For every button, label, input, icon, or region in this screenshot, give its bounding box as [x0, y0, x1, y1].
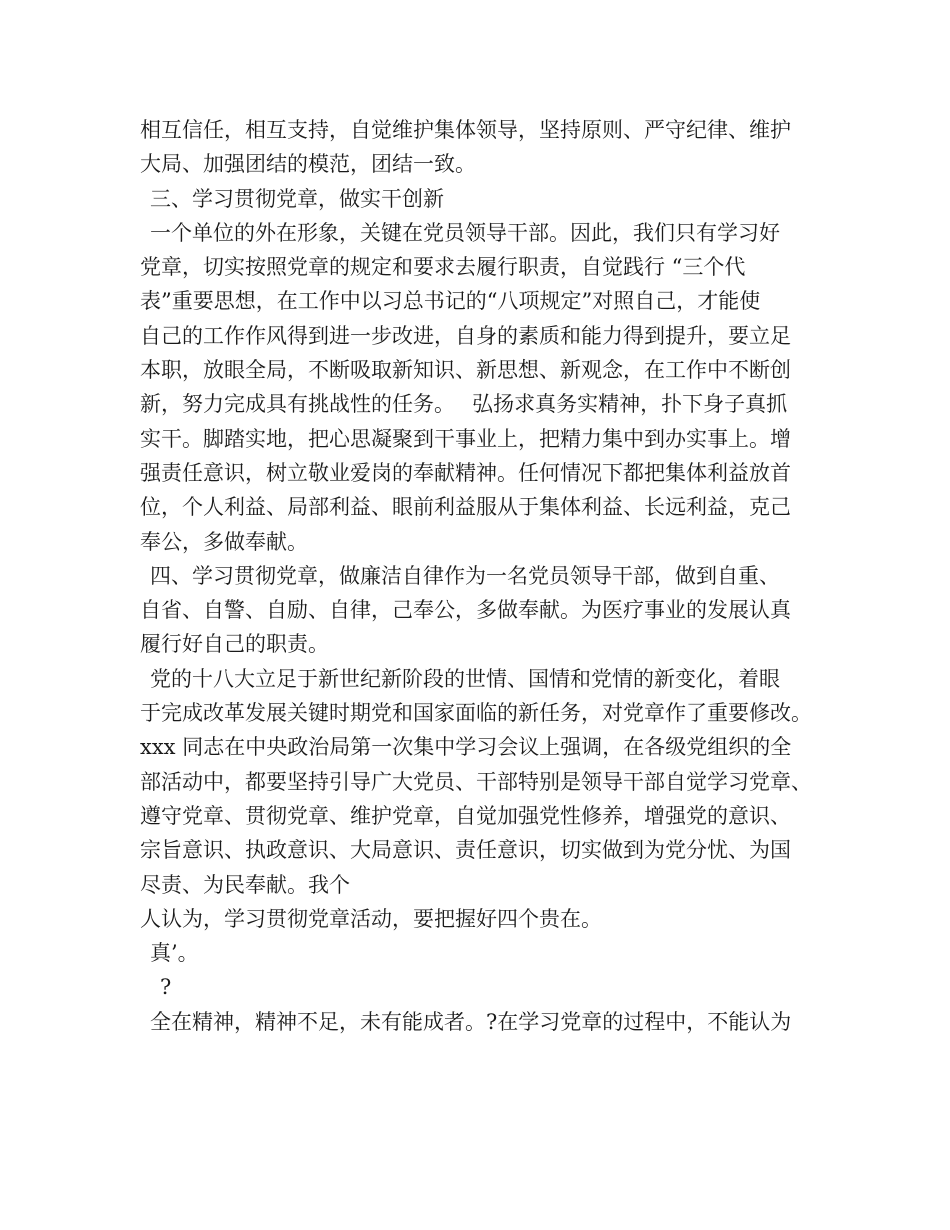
section-heading: 四、学习贯彻党章，做廉洁自律作为一名党员领导干部，做到自重、 — [150, 563, 780, 588]
text-line: 表”重要思想，在工作中以习总书记的“八项规定”对照自己，才能使 — [140, 289, 761, 314]
text-line: 新，努力完成具有挑战性的任务。 弘扬求真务实精神，扑下身子真抓 — [140, 392, 788, 417]
text-line: 遵守党章、贯彻党章、维护党章，自觉加强党性修养，增强党的意识、 — [140, 803, 791, 828]
text-line: 人认为，学习贯彻党章活动，要把握好四个贵在。 — [140, 906, 602, 931]
text-line: 党的十八大立足于新世纪新阶段的世情、国情和党情的新变化，着眼 — [150, 666, 780, 691]
text-line: 履行好自己的职责。 — [140, 632, 329, 657]
text-line: xxx 同志在中央政治局第一次集中学习会议上强调，在各级党组织的全 — [140, 735, 792, 760]
section-heading: 三、学习贯彻党章，做实干创新 — [150, 186, 444, 211]
text-line: 位，个人利益、局部利益、眼前利益服从于集体利益、长远利益，克己 — [140, 495, 791, 520]
text-line: 奉公，多做奉献。 — [140, 529, 308, 554]
text-line: 尽责、为民奉献。我个 — [140, 872, 350, 897]
text-line: 相互信任，相互支持，自觉维护集体领导，坚持原则、严守纪律、维护 — [140, 118, 791, 142]
text-line: 一个单位的外在形象，关键在党员领导干部。因此，我们只有学习好 — [150, 220, 780, 245]
text-line: 于完成改革发展关键时期党和国家面临的新任务，对党章作了重要修改。 — [140, 701, 812, 726]
text-line: 强责任意识，树立敬业爱岗的奉献精神。任何情况下都把集体利益放首 — [140, 460, 791, 485]
text-line: 本职，放眼全局，不断吸取新知识、新思想、新观念，在工作中不断创 — [140, 358, 791, 383]
text-line: 实干。脚踏实地，把心思凝聚到干事业上，把精力集中到办实事上。增 — [140, 426, 791, 451]
text-line: 自己的工作作风得到进一步改进，自身的素质和能力得到提升，要立足 — [140, 323, 791, 348]
text-line: 党章，切实按照党章的规定和要求去履行职责，自觉践行 “三个代 — [140, 255, 746, 280]
text-line: 真’。 — [150, 941, 199, 966]
document-body — [140, 113, 830, 1039]
text-line: 部活动中，都要坚持引导广大党员、干部特别是领导干部自觉学习党章、 — [140, 769, 812, 794]
text-line: 宗旨意识、执政意识、大局意识、责任意识，切实做到为党分忧、为国 — [140, 838, 791, 863]
text-line: 自省、自警、自励、自律，己奉公，多做奉献。为医疗事业的发展认真 — [140, 598, 791, 623]
text-line: ? — [160, 975, 172, 1000]
text-line: 大局、加强团结的模范，团结一致。 — [140, 152, 476, 177]
text-line: 全在精神，精神不足，未有能成者。?在学习党章的过程中，不能认为 — [150, 1009, 792, 1034]
